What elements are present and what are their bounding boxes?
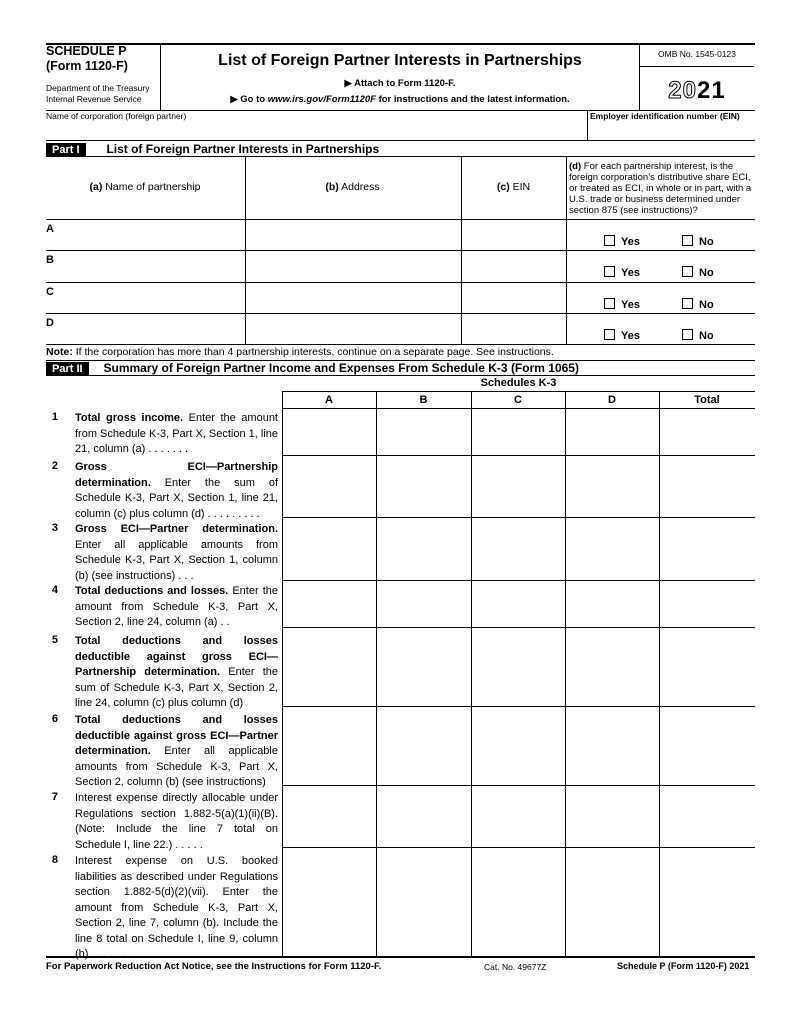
p1-row-rule-2 — [46, 282, 755, 283]
goto-suffix: for instructions and the latest information. — [375, 94, 570, 105]
part2-title: Summary of Foreign Partner Income and Expenses From Schedule K-3 (Form 1065) — [103, 361, 579, 375]
line-4-bold: Total deductions and losses. — [75, 585, 229, 597]
col-c-letter: (c) — [496, 181, 510, 193]
checkbox-d-no[interactable] — [682, 329, 693, 340]
part2-tag: Part II — [46, 362, 89, 376]
ein-label: Employer identification number (EIN) — [590, 111, 740, 121]
row-d-yes[interactable] — [604, 329, 640, 342]
line-2-text — [75, 460, 278, 522]
col-a-header — [46, 181, 244, 193]
line-8-desc: Interest expense on U.S. booked liabilities as described under Regulations section 1.882-5(d)(2)(vii). Enter the amount from Schedule K-3, Part X, Section 2, line 7, column (b). Include the line 8 total on Schedule I, line 9, column (b) . . . . . . . — [75, 855, 278, 960]
line-1-number: 1 — [51, 411, 58, 423]
checkbox-a-yes[interactable] — [604, 235, 615, 246]
line-6-desc: Enter all applicable amounts from Schedule K-3, Part X, Section 2, column (b) (see instructions) — [75, 745, 278, 788]
p1-row-rule-0 — [46, 219, 755, 220]
form-reference: (Form 1120-F) — [46, 59, 128, 73]
line-5-bold: Total deductions and losses deductible against gross ECI—Partnership determination. — [75, 635, 278, 678]
row-d-no[interactable] — [682, 329, 714, 342]
irs-name: Internal Revenue Service — [46, 94, 142, 104]
col-header-d: D — [608, 394, 616, 406]
line-3-number: 3 — [51, 522, 58, 534]
col-d-letter: (d) — [569, 161, 582, 172]
department — [46, 83, 160, 105]
col-header-a: A — [325, 394, 333, 406]
line-6-text — [75, 713, 278, 791]
col-b-letter: (b) — [325, 181, 339, 193]
goto-instruction — [161, 94, 639, 105]
footer-form-id: Schedule P (Form 1120-F) 2021 — [617, 961, 750, 971]
goto-prefix: ▶ Go to — [230, 94, 268, 105]
line-3-text — [75, 522, 278, 584]
row-label-b: B — [46, 254, 54, 266]
yes-label: Yes — [621, 299, 640, 311]
year-bold: 21 — [697, 77, 726, 104]
yes-label: Yes — [621, 267, 640, 279]
form-title: List of Foreign Partner Interests in Partnerships — [218, 52, 582, 69]
col-d-label: For each partnership interest, is the foreign corporation’s distributive share ECI, or treated as ECI, in whole or in part, with a U.S. trade or business determined under section 875 (see instructions)? — [569, 161, 752, 216]
row-c-yes[interactable] — [604, 298, 640, 311]
line-1-text — [75, 411, 278, 458]
col-a-label: Name of partnership — [102, 181, 201, 193]
col-b-header — [245, 181, 460, 193]
note-text: If the corporation has more than 4 partnership interests, continue on a separate page. See instructions. — [72, 346, 554, 358]
row-label-a: A — [46, 223, 54, 235]
line-1-desc: Enter the amount from Schedule K-3, Part X, Section 1, line 21, column (a) . . . . . . . — [75, 412, 278, 455]
line-2-bold: Gross ECI—Partnership determination. — [75, 461, 278, 489]
checkbox-b-yes[interactable] — [604, 266, 615, 277]
no-label: No — [699, 299, 714, 311]
p2-vline-total — [659, 391, 660, 956]
line-6-bold: Total deductions and losses deductible against gross ECI—Partner determination. — [75, 714, 278, 757]
part1-tag: Part I — [46, 143, 86, 157]
line-6-number: 6 — [51, 713, 58, 725]
part1-title: List of Foreign Partner Interests in Partnerships — [106, 142, 380, 156]
line-5-number: 5 — [51, 634, 58, 646]
line-2-desc: Enter the sum of Schedule K-3, Part X, Section 1, line 21, column (c) plus column (d) . . . . . . . . . — [75, 476, 278, 520]
p2-vline-c — [471, 391, 472, 956]
yes-label: Yes — [621, 236, 640, 248]
p2-row-rule-5 — [282, 706, 755, 707]
yes-label: Yes — [621, 330, 640, 342]
line-2-number: 2 — [51, 460, 58, 472]
p2-row-rule-1 — [282, 455, 755, 456]
line-8-text — [75, 854, 278, 963]
part1-header — [46, 142, 379, 156]
no-label: No — [699, 267, 714, 279]
irs-url-link[interactable]: www.irs.gov/Form1120F — [267, 94, 376, 105]
p2-row-rule-3 — [282, 580, 755, 581]
line-7-desc: Interest expense directly allocable under Regulations section 1.882-5(a)(1)(ii)(B). (Note: Include the line 7 total on Schedule I, line 22.) . . . . . — [75, 792, 278, 851]
col-header-rule — [282, 408, 755, 409]
checkbox-b-no[interactable] — [682, 266, 693, 277]
corporation-name-field[interactable] — [46, 124, 586, 140]
line-7-number: 7 — [51, 791, 58, 803]
no-label: No — [699, 330, 714, 342]
omb-number: OMB No. 1545-0123 — [640, 49, 754, 67]
year-outline: 20 — [668, 77, 697, 104]
row-b-no[interactable] — [682, 266, 714, 279]
department-treasury: Department of the Treasury — [46, 83, 150, 93]
footer-paperwork-notice: For Paperwork Reduction Act Notice, see the Instructions for Form 1120-F. — [46, 961, 382, 972]
tax-year — [640, 77, 754, 105]
schedule-name: SCHEDULE P — [46, 44, 127, 58]
line-4-text — [75, 584, 278, 631]
schedule-title — [46, 44, 160, 74]
p2-row-rule-6 — [282, 785, 755, 786]
col-d-header — [569, 161, 755, 216]
checkbox-a-no[interactable] — [682, 235, 693, 246]
part2-header — [46, 361, 579, 375]
row-a-no[interactable] — [682, 235, 714, 248]
p2-vline-a — [282, 391, 283, 956]
col-c-label: EIN — [509, 181, 531, 193]
row-label-c: C — [46, 286, 54, 298]
line-4-desc: Enter the amount from Schedule K-3, Part X, Section 2, line 24, column (a) . . — [75, 585, 279, 628]
bottom-rule — [46, 956, 755, 958]
checkbox-c-no[interactable] — [682, 298, 693, 309]
col-c-header — [461, 181, 566, 193]
part2-header-rule — [46, 375, 755, 376]
col-header-c: C — [514, 394, 522, 406]
col-a-letter: (a) — [89, 181, 103, 193]
col-header-total: Total — [694, 394, 720, 406]
corporation-name-label: Name of corporation (foreign partner) — [46, 111, 187, 121]
line-4-number: 4 — [51, 584, 58, 596]
row-b-yes[interactable] — [604, 266, 640, 279]
header-left — [46, 44, 160, 110]
ein-divider — [587, 110, 588, 140]
schedules-k3-header: Schedules K-3 — [480, 377, 557, 389]
line-8-number: 8 — [51, 854, 58, 866]
header-center — [160, 44, 640, 110]
p1-row-rule-1 — [46, 250, 755, 251]
attach-instruction: ▶ Attach to Form 1120-F. — [344, 78, 456, 89]
p2-row-rule-4 — [282, 627, 755, 628]
k3-rule — [282, 391, 755, 392]
checkbox-d-yes[interactable] — [604, 329, 615, 340]
row-a-yes[interactable] — [604, 235, 640, 248]
p2-row-rule-2 — [282, 517, 755, 518]
note-label: Note: — [46, 346, 73, 358]
p2-row-rule-7 — [282, 847, 755, 848]
part1-header-rule — [46, 156, 755, 157]
line-5-text — [75, 634, 278, 712]
line-7-text — [75, 791, 278, 853]
p2-vline-d — [565, 391, 566, 956]
p1-row-rule-3 — [46, 313, 755, 314]
line-3-desc: Enter all applicable amounts from Schedule K-3, Part X, Section 1, column (b) (see instructions) . . . — [75, 538, 278, 582]
no-label: No — [699, 236, 714, 248]
p2-vline-b — [376, 391, 377, 956]
col-b-label: Address — [338, 181, 380, 193]
checkbox-c-yes[interactable] — [604, 298, 615, 309]
part1-note — [46, 346, 554, 358]
row-label-d: D — [46, 317, 54, 329]
header-right — [640, 44, 754, 110]
line-5-desc: Enter the sum of Schedule K-3, Part X, Section 2, line 24, column (c) plus column (d) — [75, 666, 278, 709]
footer-cat-number: Cat. No. 49677Z — [484, 962, 547, 972]
id-row-rule — [46, 140, 755, 141]
ein-field[interactable] — [590, 124, 754, 140]
line-3-bold: Gross ECI—Partner determination. — [75, 523, 278, 535]
line-1-bold: Total gross income. — [75, 412, 184, 424]
p1-row-rule-4 — [46, 344, 755, 345]
row-c-no[interactable] — [682, 298, 714, 311]
col-header-b: B — [419, 394, 428, 406]
